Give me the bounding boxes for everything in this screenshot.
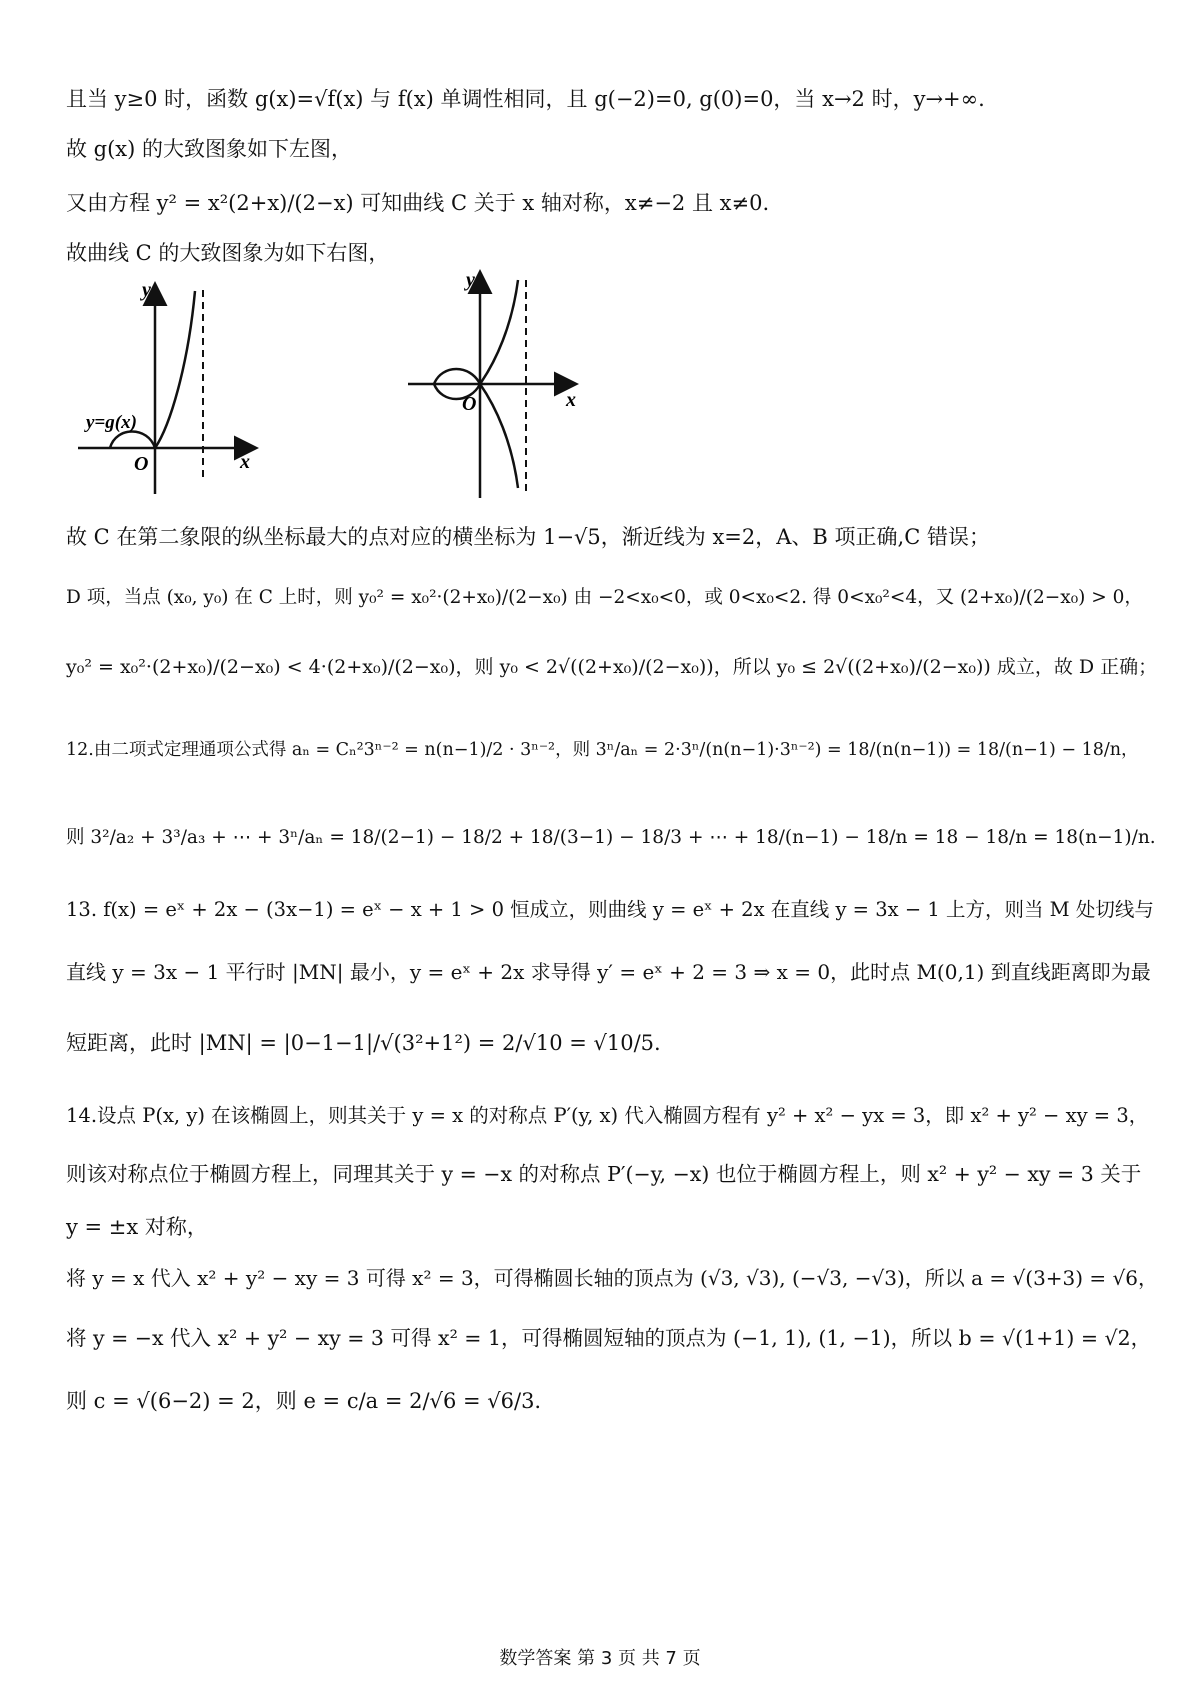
label-x: x [240,451,250,473]
line-16: 将 y = x 代入 x² + y² − xy = 3 可得 x² = 3，可得椭圆长轴的顶点为 (√3, √3), (−√3, −√3)，所以 a = √(3+3) = √6， [66,1266,1159,1290]
line-11: 直线 y = 3x − 1 平行时 |MN| 最小，y = eˣ + 2x 求导得 y′ = eˣ + 2 = 3 ⇒ x = 0，此时点 M(0,1) 到直线距离即为最 [66,960,1151,984]
line-14: 则该对称点位于椭圆方程上，同理其关于 y = −x 的对称点 P′(−y, −x) 也位于椭圆方程上，则 x² + y² − xy = 3 关于 [66,1162,1142,1186]
line-8: 12.由二项式定理通项公式得 aₙ = Cₙ²3ⁿ⁻² = n(n−1)/2 · 3ⁿ⁻²，则 3ⁿ/aₙ = 2·3ⁿ/(n(n−1)·3ⁿ⁻²) = 18/(n(n−1)) = 18/(n−1) − 18/n， [66,740,1139,760]
line-5: 故 C 在第二象限的纵坐标最大的点对应的横坐标为 1−√5，渐近线为 x=2，A、B 项正确,C 错误； [66,525,990,549]
line-17: 将 y = −x 代入 x² + y² − xy = 3 可得 x² = 1，可得椭圆短轴的顶点为 (−1, 1), (1, −1)，所以 b = √(1+1) = √2， [66,1326,1152,1350]
label-o: O [462,393,477,415]
line-9: 则 3²/a₂ + 3³/a₃ + ⋯ + 3ⁿ/aₙ = 18/(2−1) − 18/2 + 18/(3−1) − 18/3 + ⋯ + 18/(n−1) − 18/n = 18 − 18/n = 18(n−1)/n. [66,827,1156,848]
line-6: D 项，当点 (x₀, y₀) 在 C 上时，则 y₀² = x₀²·(2+x₀)/(2−x₀) 由 −2<x₀<0，或 0<x₀<2. 得 0<x₀²<4，又 (2+x₀)/(2−x₀) > 0， [66,587,1143,608]
line-10: 13. f(x) = eˣ + 2x − (3x−1) = eˣ − x + 1 > 0 恒成立，则曲线 y = eˣ + 2x 在直线 y = 3x − 1 上方，则当 M 处切线与 [66,898,1154,921]
label-o: O [134,453,149,475]
graph-left [70,276,270,501]
line-1: 且当 y≥0 时，函数 g(x)=√f(x) 与 f(x) 单调性相同，且 g(−2)=0, g(0)=0，当 x→2 时，y→+∞. [66,87,985,111]
line-12: 短距离，此时 |MN| = |0−1−1|/√(3²+1²) = 2/√10 = √10/5. [66,1031,661,1055]
line-7: y₀² = x₀²·(2+x₀)/(2−x₀) < 4·(2+x₀)/(2−x₀)，则 y₀ < 2√((2+x₀)/(2−x₀))，所以 y₀ ≤ 2√((2+x₀)/(2−x₀)) 成立，故 D 正确； [66,656,1158,678]
label-y: y [142,279,151,301]
label-x: x [566,389,576,411]
graph-right [400,266,640,506]
line-13: 14.设点 P(x, y) 在该椭圆上，则其关于 y = x 的对称点 P′(y, x) 代入椭圆方程有 y² + x² − yx = 3，即 x² + y² − xy = 3， [66,1104,1149,1127]
line-18: 则 c = √(6−2) = 2，则 e = c/a = 2/√6 = √6/3. [66,1389,542,1413]
line-3: 又由方程 y² = x²(2+x)/(2−x) 可知曲线 C 关于 x 轴对称，x≠−2 且 x≠0. [66,191,770,215]
curve-label: y=g(x) [86,412,137,433]
label-y: y [466,269,475,291]
page-footer: 数学答案 第 3 页 共 7 页 [499,1648,701,1669]
line-4: 故曲线 C 的大致图象为如下右图， [66,241,390,265]
line-2: 故 g(x) 的大致图象如下左图， [66,137,353,161]
line-15: y = ±x 对称， [66,1215,208,1239]
